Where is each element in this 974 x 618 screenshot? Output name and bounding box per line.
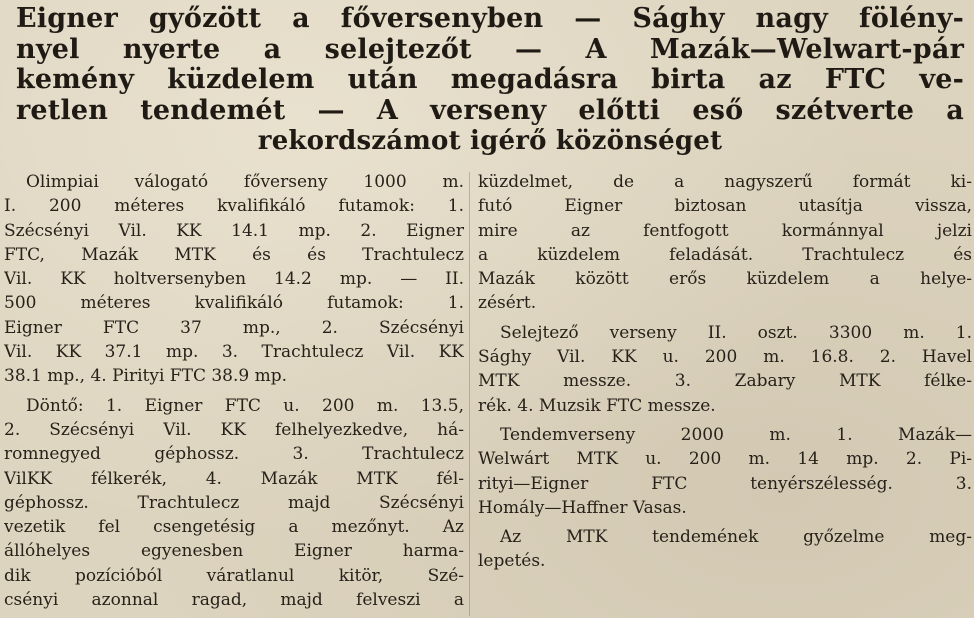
right-column <box>478 170 972 574</box>
headline <box>0 4 974 157</box>
headline-line: retlen tendemét — A verseny előtti eső szétverte a <box>16 94 964 126</box>
text-line: 500 méteres kvalifikáló futamok: 1. <box>4 293 464 314</box>
text-line: Welwárt MTK u. 200 m. 14 mp. 2. Pi- <box>478 449 972 470</box>
text-line: Vil. KK 37.1 mp. 3. Trachtulecz Vil. KK <box>4 342 464 363</box>
text-line: küzdelmet, de a nagyszerű formát ki- <box>478 172 972 192</box>
text-line: Sághy Vil. KK u. 200 m. 16.8. 2. Havel <box>478 347 972 368</box>
text-line: mire az fentfogott kormánnyal jelzi <box>478 220 972 241</box>
text-line: 2. Szécsényi Vil. KK felhelyezkedve, há- <box>4 419 464 440</box>
text-line: 38.1 mp., 4. Pirityi FTC 38.9 mp. <box>4 366 288 387</box>
text-line: rityi—Eigner FTC tenyérszélesség. 3. <box>478 473 972 494</box>
text-line: dik pozícióból váratlanul kitör, Szé- <box>4 565 464 586</box>
text-line: Eigner FTC 37 mp., 2. Szécsényi <box>4 317 464 338</box>
text-line: VilKK félkerék, 4. Mazák MTK fél- <box>4 468 464 489</box>
text-line: a küzdelem feladását. Trachtulecz és <box>478 244 972 265</box>
text-line: MTK messze. 3. Zabary MTK félke- <box>478 371 972 392</box>
left-column <box>4 170 464 612</box>
text-line: FTC, Mazák MTK és és Trachtulecz <box>4 244 464 265</box>
text-line: Az MTK tendemének győzelme meg- <box>500 527 972 548</box>
text-line: I. 200 méteres kvalifikáló futamok: 1. <box>4 196 464 217</box>
text-line: Döntő: 1. Eigner FTC u. 200 m. 13.5, <box>26 395 464 416</box>
headline-line: kemény küzdelem után megadásra birta az FTC ve- <box>16 64 964 95</box>
text-line: vezetik fel csengetésig a mezőnyt. Az <box>4 517 464 538</box>
text-line: Szécsényi Vil. KK 14.1 mp. 2. Eigner <box>4 220 464 241</box>
text-line: csényi azonnal ragad, majd felveszi a <box>4 590 464 611</box>
text-line: géphossz. Trachtulecz majd Szécsényi <box>4 492 464 513</box>
headline-line: rekordszámot igérő közönséget <box>257 126 723 156</box>
text-line: romnegyed géphossz. 3. Trachtulecz <box>4 444 464 465</box>
headline-line: Eigner győzött a főversenyben — Sághy nagy fölény- <box>16 3 964 34</box>
text-line: lepetés. <box>478 551 546 572</box>
text-line: Vil. KK holtversenyben 14.2 mp. — II. <box>4 269 464 290</box>
column-divider <box>469 172 470 616</box>
text-line: rék. 4. Muzsik FTC messze. <box>478 395 716 416</box>
text-line: futó Eigner biztosan utasítja vissza, <box>478 196 972 217</box>
text-line: Homály—Haffner Vasas. <box>478 497 687 518</box>
text-line: zésért. <box>478 293 537 314</box>
text-line: Olimpiai válogató főverseny 1000 m. <box>26 172 464 192</box>
headline-line: nyel nyerte a selejtezőt — A Mazák—Welwart-pár <box>16 33 964 65</box>
text-line: Tendemverseny 2000 m. 1. Mazák— <box>500 424 972 445</box>
text-line: állóhelyes egyenesben Eigner harma- <box>4 541 464 562</box>
text-line: Mazák között erős küzdelem a helye- <box>478 269 972 290</box>
text-line: Selejtező verseny II. oszt. 3300 m. 1. <box>500 322 972 343</box>
